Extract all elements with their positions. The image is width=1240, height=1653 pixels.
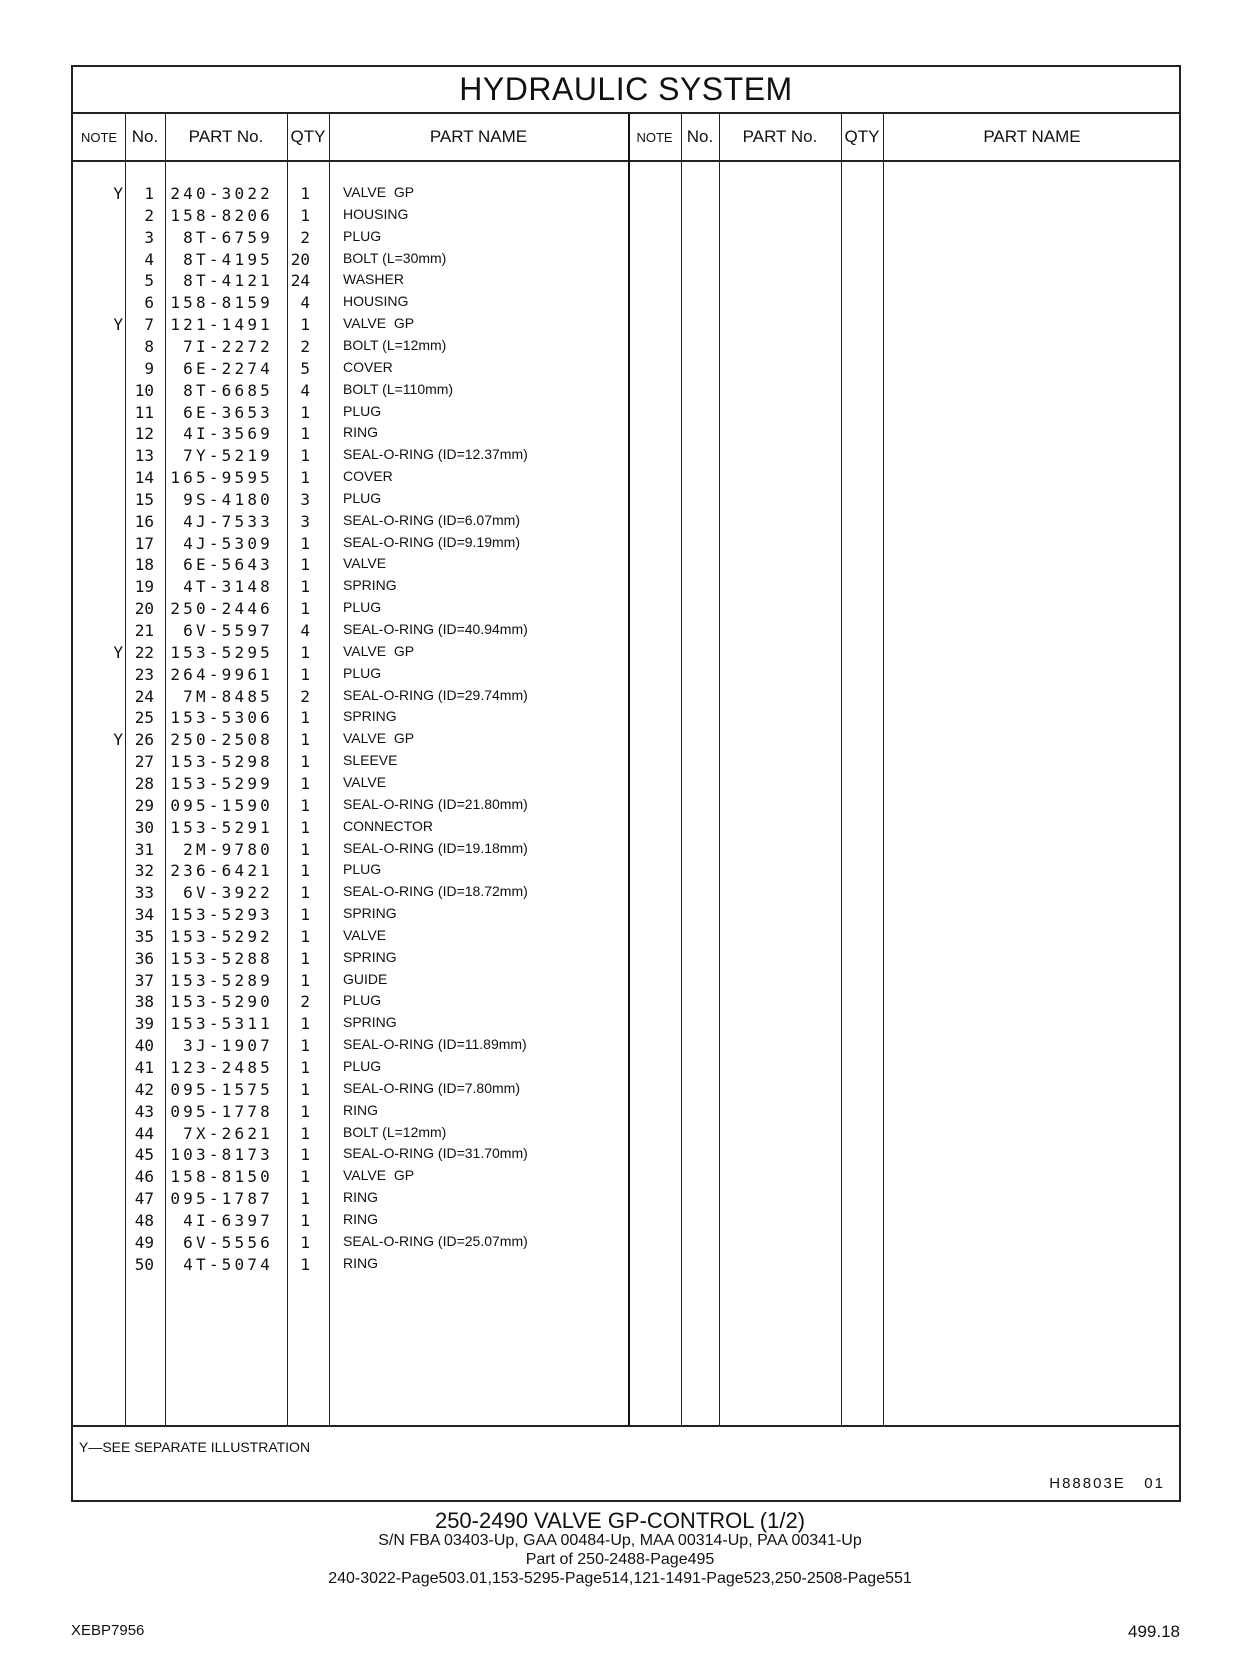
part-number-cell: 8T-6685 <box>183 380 273 400</box>
table-row <box>73 1233 1179 1256</box>
table-row <box>73 1058 1179 1081</box>
note-cell: Y <box>113 315 123 335</box>
item-number-cell: 18 <box>134 555 154 575</box>
item-number-cell: 47 <box>134 1189 154 1209</box>
item-number-cell: 21 <box>134 621 154 640</box>
quantity-cell: 2 <box>300 336 310 356</box>
quantity-cell: 1 <box>300 468 310 488</box>
part-number-cell: 153-5311 <box>170 1014 273 1034</box>
part-number-cell: 153-5293 <box>170 905 273 925</box>
header-note-2: NOTE <box>636 129 673 145</box>
table-row <box>73 992 1179 1015</box>
table-row <box>73 1145 1179 1168</box>
part-number-cell: 4J-5309 <box>183 533 273 553</box>
table-row <box>73 555 1179 578</box>
item-number-cell: 45 <box>134 1145 154 1165</box>
quantity-cell: 1 <box>300 424 310 444</box>
quantity-cell: 1 <box>300 970 310 990</box>
item-number-cell: 35 <box>134 926 154 946</box>
illustration-code: H88803E 01 <box>1049 1475 1165 1492</box>
part-number-cell: 8T-4121 <box>183 271 273 291</box>
part-number-cell: 240-3022 <box>170 184 273 203</box>
part-name-cell: VALVE GP <box>343 315 415 332</box>
part-name-cell: PLUG <box>343 489 382 506</box>
part-name-cell: RING <box>343 1101 378 1118</box>
table-row <box>73 468 1179 491</box>
part-number-cell: 095-1787 <box>170 1189 273 1209</box>
header-part-name-2: PART NAME <box>983 127 1081 146</box>
item-number-cell: 37 <box>134 970 154 990</box>
part-name-cell: SEAL-O-RING (ID=11.89mm) <box>343 1036 527 1053</box>
item-number-cell: 25 <box>134 708 154 728</box>
item-number-cell: 24 <box>134 686 154 706</box>
quantity-cell: 1 <box>300 730 310 750</box>
item-number-cell: 17 <box>134 533 154 553</box>
quantity-cell: 2 <box>300 992 310 1012</box>
item-number-cell: 10 <box>134 380 154 400</box>
item-number-cell: 34 <box>134 905 154 925</box>
part-name-cell: SPRING <box>343 708 397 725</box>
quantity-cell: 1 <box>300 948 310 968</box>
part-name-cell: SEAL-O-RING (ID=25.07mm) <box>343 1232 528 1249</box>
item-number-cell: 46 <box>134 1167 154 1187</box>
item-number-cell: 48 <box>134 1210 154 1230</box>
table-row <box>73 905 1179 928</box>
table-row <box>73 359 1179 382</box>
quantity-cell: 3 <box>300 511 310 531</box>
table-row <box>73 665 1179 688</box>
part-name-cell: RING <box>343 1189 378 1206</box>
part-number-cell: 6E-2274 <box>183 358 273 378</box>
quantity-cell: 1 <box>300 817 310 837</box>
quantity-cell: 1 <box>300 708 310 728</box>
quantity-cell: 1 <box>300 839 310 859</box>
item-number-cell: 31 <box>134 839 154 859</box>
footer-note: Y—SEE SEPARATE ILLUSTRATION <box>79 1439 311 1455</box>
part-name-cell: VALVE <box>343 555 387 572</box>
part-number-cell: 7I-2272 <box>183 336 273 356</box>
header-part-no-2: PART No. <box>742 127 818 146</box>
part-name-cell: SEAL-O-RING (ID=12.37mm) <box>343 446 528 463</box>
section-title: HYDRAULIC SYSTEM <box>73 67 1179 114</box>
item-number-cell: 1 <box>144 184 154 203</box>
part-name-cell: BOLT (L=110mm) <box>343 380 454 397</box>
table-row <box>73 1014 1179 1037</box>
table-row <box>73 534 1179 557</box>
table-row <box>73 315 1179 338</box>
part-name-cell: VALVE GP <box>343 730 415 747</box>
item-number-cell: 29 <box>134 795 154 815</box>
part-name-cell: COVER <box>343 358 393 375</box>
table-header <box>73 114 1179 162</box>
quantity-cell: 1 <box>300 1232 310 1252</box>
part-number-cell: 2M-9780 <box>183 839 273 859</box>
header-part-name: PART NAME <box>429 127 528 146</box>
header-no-2: No. <box>686 127 714 146</box>
part-name-cell: RING <box>343 1254 378 1271</box>
part-number-cell: 3J-1907 <box>183 1036 273 1056</box>
table-row <box>73 730 1179 753</box>
part-name-cell: VALVE GP <box>343 642 415 659</box>
part-number-cell: 153-5298 <box>170 752 273 772</box>
quantity-cell: 1 <box>300 533 310 553</box>
item-number-cell: 4 <box>144 249 154 269</box>
table-row <box>73 774 1179 797</box>
quantity-cell: 1 <box>300 1058 310 1077</box>
quantity-cell: 1 <box>300 446 310 466</box>
item-number-cell: 3 <box>144 227 154 247</box>
part-number-cell: 153-5290 <box>170 992 273 1012</box>
part-name-cell: WASHER <box>343 271 404 288</box>
item-number-cell: 41 <box>134 1058 154 1077</box>
table-row <box>73 883 1179 906</box>
part-name-cell: HOUSING <box>343 293 409 310</box>
item-number-cell: 11 <box>134 402 154 422</box>
item-number-cell: 9 <box>144 358 154 378</box>
part-name-cell: SEAL-O-RING (ID=9.19mm) <box>343 533 520 550</box>
item-number-cell: 36 <box>134 948 154 968</box>
part-name-cell: BOLT (L=12mm) <box>343 1123 447 1140</box>
part-name-cell: PLUG <box>343 599 382 616</box>
quantity-cell: 1 <box>300 773 310 793</box>
part-number-cell: 6V-3922 <box>183 883 273 903</box>
footer-divider <box>73 1425 1179 1427</box>
item-number-cell: 30 <box>134 817 154 837</box>
item-number-cell: 50 <box>134 1254 154 1274</box>
part-name-cell: PLUG <box>343 664 382 681</box>
note-cell: Y <box>113 730 123 750</box>
item-number-cell: 20 <box>134 599 154 619</box>
quantity-cell: 1 <box>300 752 310 772</box>
part-name-cell: PLUG <box>343 402 382 419</box>
table-row <box>73 512 1179 535</box>
parts-table-frame <box>71 65 1181 1502</box>
header-part-no: PART No. <box>188 127 264 146</box>
item-number-cell: 28 <box>134 773 154 793</box>
item-number-cell: 8 <box>144 336 154 356</box>
item-number-cell: 23 <box>134 664 154 684</box>
quantity-cell: 1 <box>300 664 310 684</box>
table-row <box>73 643 1179 666</box>
table-row <box>73 1124 1179 1147</box>
caption-part-of: Part of 250-2488-Page495 <box>525 1551 715 1568</box>
item-number-cell: 14 <box>134 468 154 488</box>
quantity-cell: 1 <box>300 861 310 881</box>
part-name-cell: VALVE <box>343 773 387 790</box>
quantity-cell: 1 <box>300 1101 310 1121</box>
part-name-cell: RING <box>343 1210 378 1227</box>
item-number-cell: 7 <box>144 315 154 335</box>
table-row <box>73 577 1179 600</box>
part-number-cell: 123-2485 <box>170 1058 273 1077</box>
item-number-cell: 13 <box>134 446 154 466</box>
quantity-cell: 1 <box>300 1145 310 1165</box>
part-number-cell: 153-5291 <box>170 817 273 837</box>
part-name-cell: GUIDE <box>343 970 388 987</box>
quantity-cell: 1 <box>300 577 310 597</box>
part-number-cell: 095-1575 <box>170 1079 273 1099</box>
note-cell: Y <box>113 184 123 203</box>
table-row <box>73 599 1179 622</box>
table-row <box>73 840 1179 863</box>
part-name-cell: SPRING <box>343 905 397 922</box>
part-number-cell: 153-5292 <box>170 926 273 946</box>
quantity-cell: 4 <box>300 380 310 400</box>
table-row <box>73 424 1179 447</box>
part-name-cell: SLEEVE <box>343 752 398 769</box>
quantity-cell: 1 <box>300 795 310 815</box>
quantity-cell: 1 <box>300 1123 310 1143</box>
table-row <box>73 752 1179 775</box>
table-row <box>73 927 1179 950</box>
item-number-cell: 39 <box>134 1014 154 1034</box>
quantity-cell: 2 <box>300 686 310 706</box>
part-number-cell: 8T-4195 <box>183 249 273 269</box>
part-number-cell: 158-8159 <box>170 293 273 313</box>
part-number-cell: 4I-6397 <box>183 1210 273 1230</box>
part-name-cell: SEAL-O-RING (ID=29.74mm) <box>343 686 528 703</box>
part-name-cell: SEAL-O-RING (ID=40.94mm) <box>343 621 528 637</box>
part-name-cell: SPRING <box>343 948 397 965</box>
item-number-cell: 26 <box>134 730 154 750</box>
part-name-cell: SEAL-O-RING (ID=19.18mm) <box>343 839 528 856</box>
table-row <box>73 687 1179 710</box>
part-name-cell: HOUSING <box>343 205 409 222</box>
part-number-cell: 8T-6759 <box>183 227 273 247</box>
part-name-cell: VALVE GP <box>343 1167 415 1184</box>
quantity-cell: 20 <box>290 249 310 269</box>
table-row <box>73 490 1179 513</box>
part-name-cell: BOLT (L=12mm) <box>343 336 447 353</box>
quantity-cell: 1 <box>300 1079 310 1099</box>
part-number-cell: 6E-3653 <box>183 402 273 422</box>
quantity-cell: 1 <box>300 1210 310 1230</box>
item-number-cell: 44 <box>134 1123 154 1143</box>
page-number: 499.18 <box>1128 1622 1180 1641</box>
quantity-cell: 1 <box>300 1036 310 1056</box>
part-number-cell: 158-8150 <box>170 1167 273 1187</box>
quantity-cell: 24 <box>290 271 310 291</box>
table-row <box>73 184 1179 207</box>
note-cell: Y <box>113 642 123 662</box>
part-number-cell: 103-8173 <box>170 1145 273 1165</box>
item-number-cell: 49 <box>134 1232 154 1252</box>
part-name-cell: SEAL-O-RING (ID=18.72mm) <box>343 883 528 900</box>
item-number-cell: 27 <box>134 752 154 772</box>
part-name-cell: VALVE GP <box>343 184 415 200</box>
item-number-cell: 19 <box>134 577 154 597</box>
part-name-cell: SPRING <box>343 1014 397 1031</box>
table-row <box>73 1080 1179 1103</box>
item-number-cell: 42 <box>134 1079 154 1099</box>
quantity-cell: 1 <box>300 555 310 575</box>
quantity-cell: 1 <box>300 1189 310 1209</box>
part-name-cell: PLUG <box>343 861 382 878</box>
part-name-cell: VALVE <box>343 926 387 943</box>
header-no: No. <box>131 127 159 146</box>
part-number-cell: 6V-5597 <box>183 621 273 640</box>
table-row <box>73 250 1179 273</box>
part-number-cell: 250-2446 <box>170 599 273 619</box>
table-row <box>73 949 1179 972</box>
caption-title: 250-2490 VALVE GP-CONTROL (1/2) <box>434 1508 806 1533</box>
part-name-cell: SPRING <box>343 577 397 594</box>
quantity-cell: 1 <box>300 905 310 925</box>
part-name-cell: SEAL-O-RING (ID=6.07mm) <box>343 511 520 528</box>
item-number-cell: 12 <box>134 424 154 444</box>
quantity-cell: 1 <box>300 205 310 225</box>
part-name-cell: PLUG <box>343 227 382 244</box>
item-number-cell: 16 <box>134 511 154 531</box>
table-row <box>73 796 1179 819</box>
table-row <box>73 818 1179 841</box>
table-row <box>73 861 1179 884</box>
item-number-cell: 40 <box>134 1036 154 1056</box>
part-number-cell: 4T-3148 <box>183 577 273 597</box>
part-number-cell: 095-1590 <box>170 795 273 815</box>
item-number-cell: 33 <box>134 883 154 903</box>
quantity-cell: 5 <box>300 358 310 378</box>
table-row <box>73 293 1179 316</box>
table-row <box>73 1211 1179 1234</box>
table-row <box>73 337 1179 360</box>
quantity-cell: 1 <box>300 1014 310 1034</box>
table-row <box>73 1255 1179 1278</box>
item-number-cell: 15 <box>134 489 154 509</box>
quantity-cell: 4 <box>300 293 310 313</box>
quantity-cell: 1 <box>300 1167 310 1187</box>
part-number-cell: 7M-8485 <box>183 686 273 706</box>
table-row <box>73 403 1179 426</box>
header-note: NOTE <box>80 129 118 145</box>
part-number-cell: 4T-5074 <box>183 1254 273 1274</box>
header-qty: QTY <box>290 127 326 146</box>
quantity-cell: 4 <box>300 621 310 640</box>
table-row <box>73 621 1179 644</box>
part-number-cell: 153-5306 <box>170 708 273 728</box>
quantity-cell: 2 <box>300 227 310 247</box>
part-number-cell: 6E-5643 <box>183 555 273 575</box>
part-name-cell: CONNECTOR <box>343 817 433 834</box>
header-qty-2: QTY <box>844 127 880 146</box>
part-name-cell: SEAL-O-RING (ID=31.70mm) <box>343 1145 528 1162</box>
document-id: XEBP7956 <box>71 1622 145 1639</box>
part-number-cell: 095-1778 <box>170 1101 273 1121</box>
part-number-cell: 6V-5556 <box>183 1232 273 1252</box>
part-number-cell: 158-8206 <box>170 205 273 225</box>
part-name-cell: RING <box>343 424 378 441</box>
part-name-cell: COVER <box>343 468 393 485</box>
part-number-cell: 153-5289 <box>170 970 273 990</box>
part-number-cell: 250-2508 <box>170 730 273 750</box>
quantity-cell: 1 <box>300 402 310 422</box>
table-row <box>73 271 1179 294</box>
caption-references: 240-3022-Page503.01,153-5295-Page514,121-1491-Page523,250-2508-Page551 <box>328 1570 912 1587</box>
item-number-cell: 6 <box>144 293 154 313</box>
item-number-cell: 43 <box>134 1101 154 1121</box>
part-name-cell: SEAL-O-RING (ID=7.80mm) <box>343 1079 520 1096</box>
part-number-cell: 7X-2621 <box>183 1123 273 1143</box>
part-name-cell: PLUG <box>343 1058 382 1074</box>
table-row <box>73 1036 1179 1059</box>
part-number-cell: 121-1491 <box>170 315 273 335</box>
part-name-cell: SEAL-O-RING (ID=21.80mm) <box>343 795 528 812</box>
table-row <box>73 708 1179 731</box>
part-name-cell: BOLT (L=30mm) <box>343 249 447 266</box>
part-number-cell: 7Y-5219 <box>183 446 273 466</box>
table-row <box>73 1167 1179 1190</box>
quantity-cell: 1 <box>300 926 310 946</box>
table-row <box>73 1189 1179 1212</box>
part-number-cell: 153-5288 <box>170 948 273 968</box>
part-number-cell: 4J-7533 <box>183 511 273 531</box>
part-number-cell: 236-6421 <box>170 861 273 881</box>
part-number-cell: 4I-3569 <box>183 424 273 444</box>
item-number-cell: 32 <box>134 861 154 881</box>
quantity-cell: 1 <box>300 642 310 662</box>
item-number-cell: 38 <box>134 992 154 1012</box>
item-number-cell: 22 <box>134 642 154 662</box>
part-number-cell: 9S-4180 <box>183 489 273 509</box>
table-row <box>73 446 1179 469</box>
part-name-cell: PLUG <box>343 992 382 1009</box>
quantity-cell: 1 <box>300 599 310 619</box>
caption-serials: S/N FBA 03403-Up, GAA 00484-Up, MAA 00314-Up, PAA 00341-Up <box>378 1532 862 1549</box>
part-number-cell: 165-9595 <box>170 468 273 488</box>
quantity-cell: 3 <box>300 489 310 509</box>
part-number-cell: 264-9961 <box>170 664 273 684</box>
part-number-cell: 153-5299 <box>170 773 273 793</box>
quantity-cell: 1 <box>300 1254 310 1274</box>
part-number-cell: 153-5295 <box>170 642 273 662</box>
table-row <box>73 206 1179 229</box>
quantity-cell: 1 <box>300 883 310 903</box>
table-row <box>73 381 1179 404</box>
item-number-cell: 2 <box>144 205 154 225</box>
table-row <box>73 971 1179 994</box>
table-row <box>73 228 1179 251</box>
quantity-cell: 1 <box>300 315 310 335</box>
item-number-cell: 5 <box>144 271 154 291</box>
table-row <box>73 1102 1179 1125</box>
quantity-cell: 1 <box>300 184 310 203</box>
